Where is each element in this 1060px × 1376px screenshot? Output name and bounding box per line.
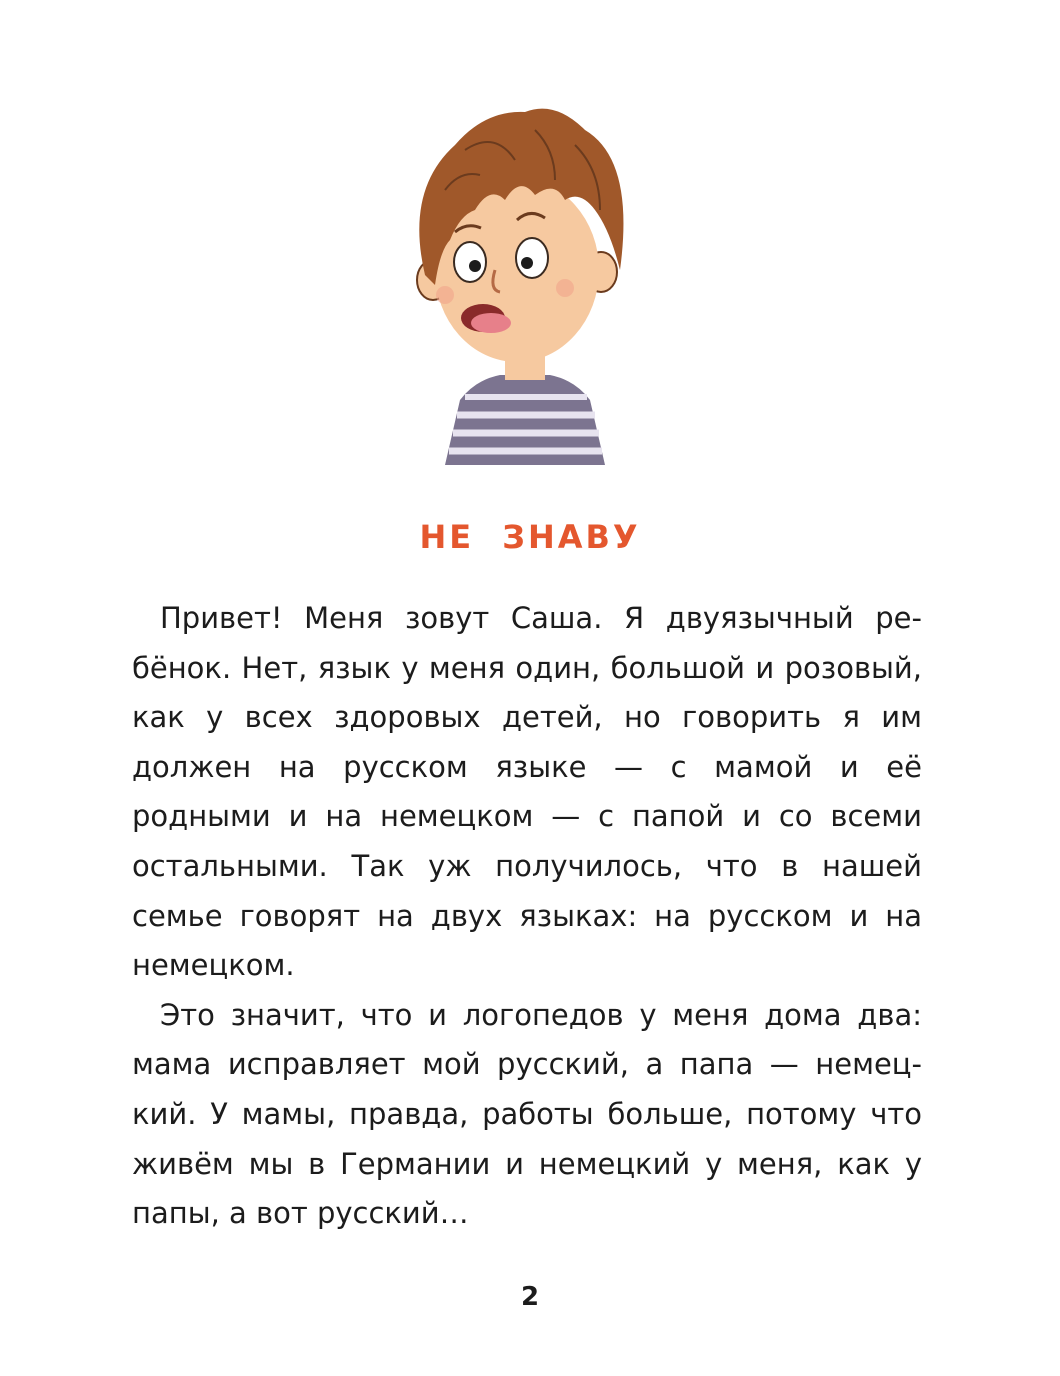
chapter-title: НЕ ЗНАВУ xyxy=(419,518,641,556)
boy-illustration xyxy=(405,100,645,470)
left-eye xyxy=(454,242,486,282)
striped-shirt xyxy=(445,375,605,465)
page-number: 2 xyxy=(520,1282,540,1312)
tongue xyxy=(471,313,511,333)
story-text xyxy=(132,594,922,1239)
paragraph-2: Это значит, что и логопедов у меня дома два: мама исправляет мой русский, а папа — немецкий. У мамы, правда, работы больше, потому что живём мы в Германии и немецкий у меня, как у папы, а вот русский… xyxy=(132,997,922,1231)
right-eye xyxy=(516,238,548,278)
boy-drawing xyxy=(405,100,645,470)
paragraph-1: Привет! Меня зовут Саша. Я двуязычный ребёнок. Нет, язык у меня один, большой и розовый, как у всех здоровых детей, но говорить я им должен на русском языке — с мамой и её родными и на немецком — с папой и со всеми остальными. Так уж получилось, что в нашей семье говорят на двух языках: на русском и на немецком. xyxy=(132,601,922,983)
